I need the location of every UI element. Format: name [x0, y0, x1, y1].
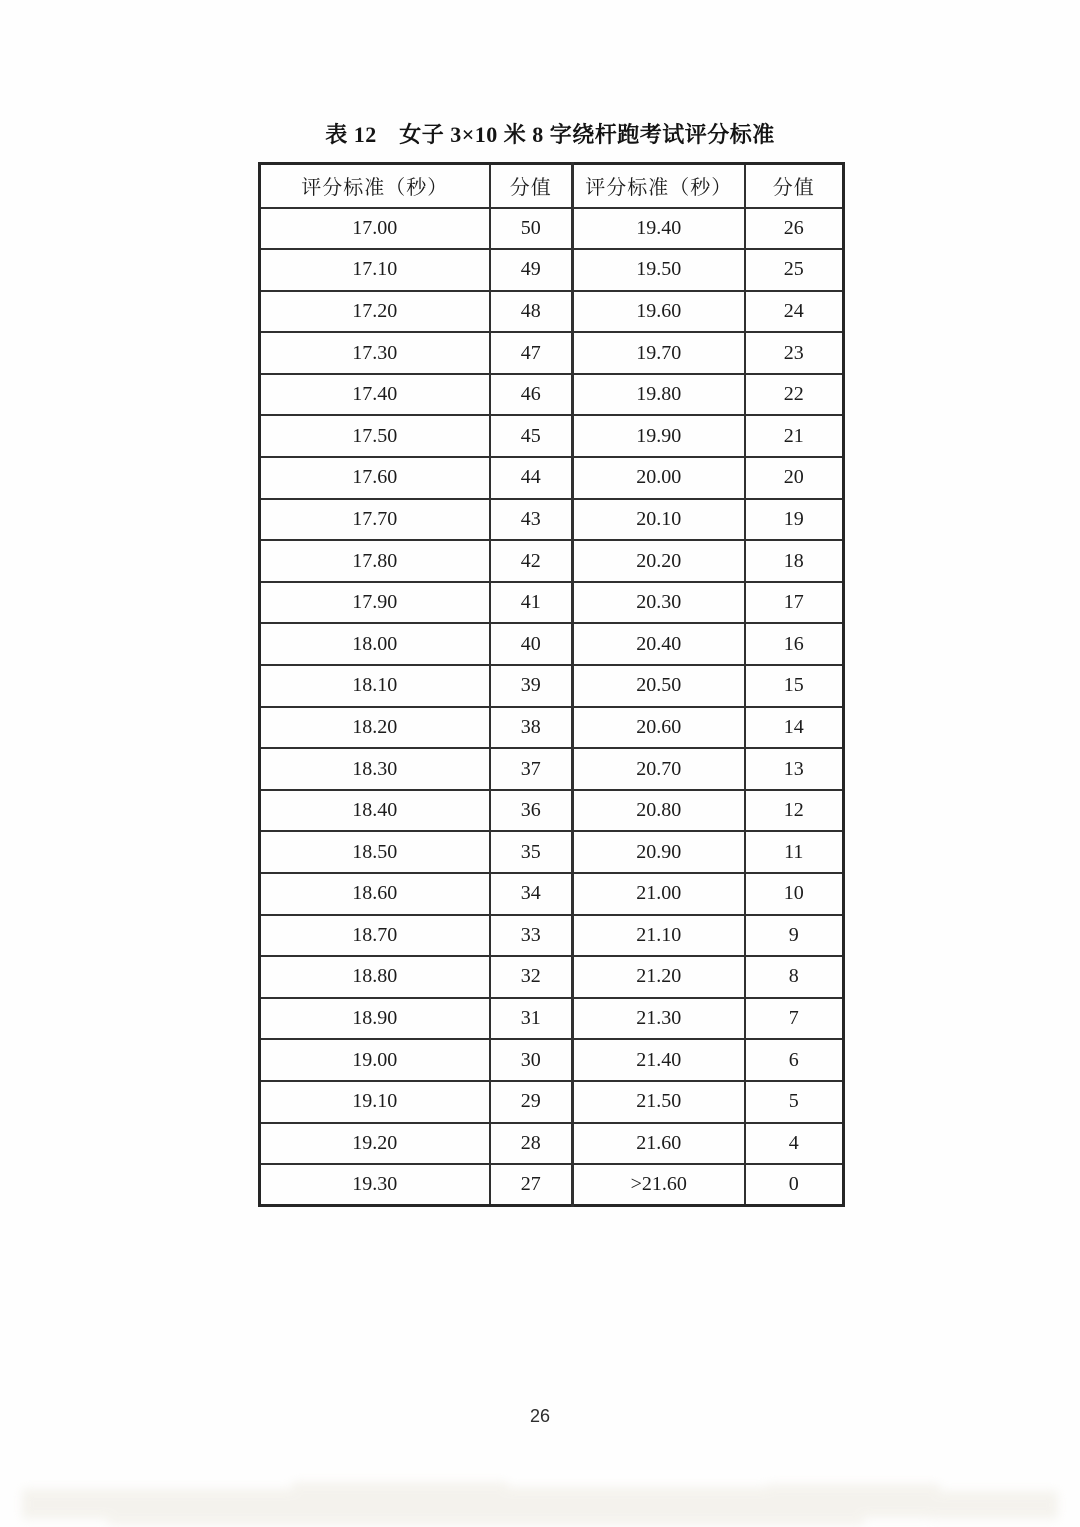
table-cell: 20.80	[573, 790, 745, 832]
table-cell: 31	[490, 998, 573, 1040]
table-cell: 21.20	[573, 956, 745, 998]
table-cell: 18.00	[260, 623, 490, 665]
table-cell: 18.40	[260, 790, 490, 832]
table-cell: 17.30	[260, 332, 490, 374]
table-cell: 17.60	[260, 457, 490, 499]
table-row	[260, 998, 844, 1040]
table-cell: 20.10	[573, 499, 745, 541]
table-row	[260, 540, 844, 582]
table-cell: 47	[490, 332, 573, 374]
table-title: 表 12 女子 3×10 米 8 字绕杆跑考试评分标准	[325, 122, 775, 147]
table-cell: 43	[490, 499, 573, 541]
table-cell: 37	[490, 748, 573, 790]
table-cell: 20.50	[573, 665, 745, 707]
table-row	[260, 665, 844, 707]
table-cell: 19.60	[573, 291, 745, 333]
table-row	[260, 707, 844, 749]
table-cell: 32	[490, 956, 573, 998]
table-cell: 49	[490, 249, 573, 291]
table-cell: 7	[745, 998, 844, 1040]
scoring-table	[258, 162, 845, 1207]
table-cell: 48	[490, 291, 573, 333]
table-cell: 24	[745, 291, 844, 333]
table-cell: 14	[745, 707, 844, 749]
table-row	[260, 332, 844, 374]
table-cell: 29	[490, 1081, 573, 1123]
table-cell: 19.30	[260, 1164, 490, 1206]
table-cell: 21	[745, 415, 844, 457]
table-row	[260, 1123, 844, 1165]
table-cell: 19.90	[573, 415, 745, 457]
table-cell: 20.90	[573, 831, 745, 873]
table-cell: 17.80	[260, 540, 490, 582]
table-cell: 19.00	[260, 1039, 490, 1081]
table-cell: 19.10	[260, 1081, 490, 1123]
table-cell: 21.00	[573, 873, 745, 915]
table-cell: 17	[745, 582, 844, 624]
table-cell: 21.60	[573, 1123, 745, 1165]
column-header-standard-right: 评分标准（秒）	[573, 164, 745, 208]
table-cell: 19.20	[260, 1123, 490, 1165]
table-cell: 44	[490, 457, 573, 499]
table-cell: 21.10	[573, 915, 745, 957]
table-cell: 15	[745, 665, 844, 707]
table-cell: 0	[745, 1164, 844, 1206]
table-row	[260, 374, 844, 416]
table-cell: 11	[745, 831, 844, 873]
table-cell: 16	[745, 623, 844, 665]
table-cell: 21.40	[573, 1039, 745, 1081]
table-cell: 9	[745, 915, 844, 957]
table-cell: 19.80	[573, 374, 745, 416]
table-cell: 35	[490, 831, 573, 873]
table-cell: 20.00	[573, 457, 745, 499]
table-cell: 18.20	[260, 707, 490, 749]
table-cell: 13	[745, 748, 844, 790]
table-body	[260, 208, 844, 1206]
table-row	[260, 915, 844, 957]
table-cell: 8	[745, 956, 844, 998]
table-cell: 20	[745, 457, 844, 499]
table-cell: >21.60	[573, 1164, 745, 1206]
table-row	[260, 582, 844, 624]
table-cell: 4	[745, 1123, 844, 1165]
scan-artifact-strip	[0, 1477, 1080, 1527]
table-cell: 26	[745, 208, 844, 250]
table-cell: 36	[490, 790, 573, 832]
table-row	[260, 1039, 844, 1081]
table-cell: 30	[490, 1039, 573, 1081]
table-row	[260, 831, 844, 873]
table-cell: 39	[490, 665, 573, 707]
table-row	[260, 249, 844, 291]
table-cell: 18	[745, 540, 844, 582]
table-row	[260, 873, 844, 915]
table-cell: 40	[490, 623, 573, 665]
table-cell: 38	[490, 707, 573, 749]
table-cell: 19.50	[573, 249, 745, 291]
column-header-score-left: 分值	[490, 164, 573, 208]
table-cell: 18.70	[260, 915, 490, 957]
table-row	[260, 623, 844, 665]
table-cell: 17.40	[260, 374, 490, 416]
table-row	[260, 748, 844, 790]
table-cell: 5	[745, 1081, 844, 1123]
table-cell: 45	[490, 415, 573, 457]
table-cell: 21.50	[573, 1081, 745, 1123]
table-cell: 18.50	[260, 831, 490, 873]
table-cell: 18.30	[260, 748, 490, 790]
table-cell: 18.90	[260, 998, 490, 1040]
table-cell: 28	[490, 1123, 573, 1165]
table-cell: 17.20	[260, 291, 490, 333]
table-cell: 17.50	[260, 415, 490, 457]
table-row	[260, 790, 844, 832]
table-row	[260, 457, 844, 499]
table-cell: 17.10	[260, 249, 490, 291]
table-cell: 17.90	[260, 582, 490, 624]
table-header-row	[260, 164, 844, 208]
column-header-standard-left: 评分标准（秒）	[260, 164, 490, 208]
table-cell: 23	[745, 332, 844, 374]
table-cell: 20.40	[573, 623, 745, 665]
table-cell: 50	[490, 208, 573, 250]
table-row	[260, 956, 844, 998]
table-cell: 19	[745, 499, 844, 541]
table-cell: 34	[490, 873, 573, 915]
page-number: 26	[529, 1406, 551, 1426]
table-cell: 33	[490, 915, 573, 957]
table-cell: 22	[745, 374, 844, 416]
table-cell: 46	[490, 374, 573, 416]
table-cell: 20.20	[573, 540, 745, 582]
table-cell: 41	[490, 582, 573, 624]
table-row	[260, 1164, 844, 1206]
table-cell: 17.00	[260, 208, 490, 250]
table-row	[260, 291, 844, 333]
table-row	[260, 208, 844, 250]
table-cell: 18.10	[260, 665, 490, 707]
table-cell: 17.70	[260, 499, 490, 541]
table-cell: 20.70	[573, 748, 745, 790]
table-cell: 19.40	[573, 208, 745, 250]
table-cell: 25	[745, 249, 844, 291]
table-row	[260, 499, 844, 541]
table-cell: 20.60	[573, 707, 745, 749]
table-row	[260, 1081, 844, 1123]
table-cell: 20.30	[573, 582, 745, 624]
column-header-score-right: 分值	[745, 164, 844, 208]
table-row	[260, 415, 844, 457]
table-cell: 18.60	[260, 873, 490, 915]
table-cell: 6	[745, 1039, 844, 1081]
table-cell: 10	[745, 873, 844, 915]
table-cell: 21.30	[573, 998, 745, 1040]
table-cell: 27	[490, 1164, 573, 1206]
table-cell: 12	[745, 790, 844, 832]
table-cell: 42	[490, 540, 573, 582]
table-cell: 18.80	[260, 956, 490, 998]
table-cell: 19.70	[573, 332, 745, 374]
